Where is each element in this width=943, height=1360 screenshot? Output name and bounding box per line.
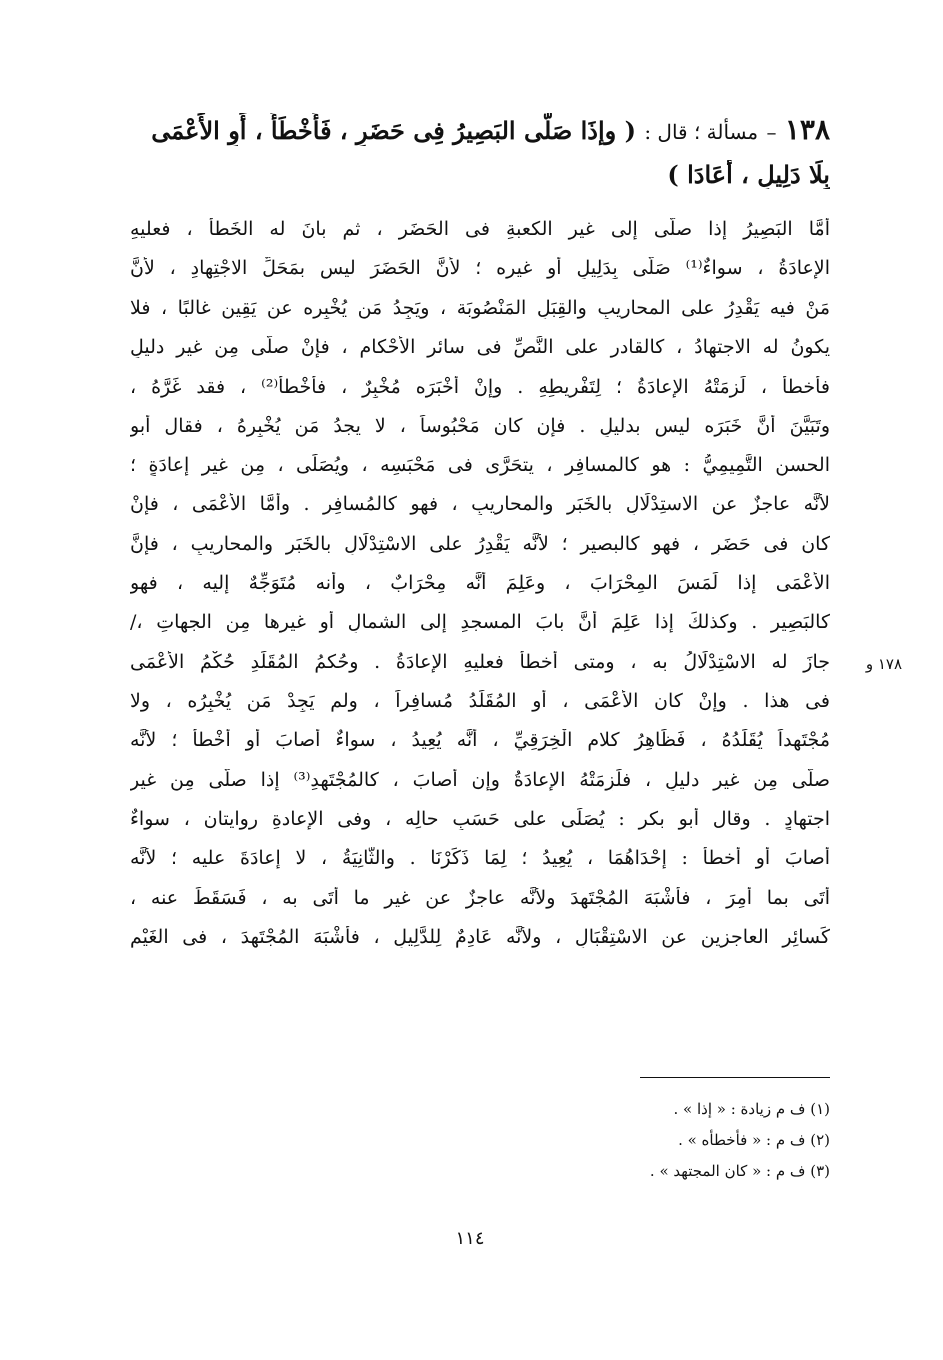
issue-dash: – (766, 120, 777, 144)
issue-quote-line-2: بِلَا دَلِيلٍ ، أَعَادَا ) (667, 160, 830, 189)
body-line: صلَّى مِن غيرِ دليلٍ ، فلَزِمَتْهُ الإعادَةُ وإن أصابَ ، كالمُجْتَهِدِ⁽³⁾ إذا صلَّى مِن غيرِ (130, 769, 830, 791)
issue-heading-line-1 (130, 113, 830, 146)
body-line: أَتَى بما أُمِرَ ، فأشْبَهَ المُجْتَهِدَ ولأنَّه عاجزٌ عن غيرِ ما أتَى به ، فَسَقَطَ عنه ، (130, 887, 830, 909)
body-line: كالبَصِيرِ . وكذلكَ إذا عَلِمَ أنَّ بابَ المسجدِ إلى الشمالِ أو غيرِها مِن الجهاتِ ،/ (130, 611, 830, 633)
body-line: أَمَّا البَصِيرُ إذا صلَّى إلى غيرِ الكعبةِ فى الحَضَرِ ، ثم بانَ له الخَطأُ ، فعليهِ (130, 218, 830, 240)
body-line: اجتهادٍ . وقال أبو بكر : يُصَلِّى على حَسَبِ حالِه ، وفى الإعادةِ روايتان ، سواءٌ (130, 808, 830, 830)
body-line: الأَعْمَى إذا لَمَسَ المِحْرَابَ ، وعَلِمَ أنَّه مِحْرَابٌ ، وأنه مُتَوَجِّهٌ إليه ، فهو (130, 572, 830, 594)
body-line: فأخطأَ ، لَزِمَتْهُ الإعادَةُ ؛ لِتَفْرِيطِهِ . وإنْ أَخْبَرَه مُخْبِرٌ ، فأَخْطأَ⁽²⁾ ، فقد غَرَّهُ ، (130, 376, 830, 398)
body-line: كَسائِرِ العاجزِين عن الاسْتِقْبَالِ ، ولأنَّه عَادِمٌ لِلدَّلِيلِ ، فأَشْبَهَ المُجْتَهِدَ ، فى الغَيْمِ (130, 926, 830, 948)
body-line: جازَ له الاسْتِدْلَالُ به ، ومتى أخطأَ فعليهِ الإعادَةُ . وحُكمُ المُقَلِّدِ حُكْمُ الأَعْمَى (130, 651, 830, 673)
issue-heading-line-2 (130, 160, 830, 189)
body-line: فى هذا . وإنْ كان الأَعْمَى ، أو المُقَلِّدُ مُسافِراً ، ولم يَجِدْ مَن يُخْبِرُه ، ولا (130, 690, 830, 712)
footnote: (٢) ف م : « فأخطأه » . (678, 1131, 830, 1149)
issue-quote-line-1: ( وإذَا صَلَّى البَصِيرُ فِى حَضَرٍ ، فَأَخْطَأَ ، أَوِ الأَعْمَى (151, 116, 636, 145)
page-number: ١١٤ (455, 1228, 485, 1249)
issue-label: مسألة ؛ قال : (644, 120, 759, 144)
body-line: أصابَ أو أخطأَ : إحْدَاهُمَا ، يُعِيدُ ؛ لِمَا ذَكَرْنَا . والثَّانِيَةُ ، لا إعادَةَ عليه ؛ لأنَّه (130, 847, 830, 869)
footnote: (١) ف م زيادة : « إذا » . (673, 1100, 830, 1118)
body-line: مَنْ فيه يَقْدِرُ على المحاريبِ والقِبَلِ المَنْصُوبَة ، ويَجِدُ مَن يُخْبِره عن يَقِينٍ غالبًا ، فلا (130, 297, 830, 319)
footnote: (٣) ف م : « كان المجتهد » . (649, 1162, 830, 1180)
body-line: كان فى حَضَرٍ ، فهو كالبصيرِ ؛ لأنَّه يَقْدِرُ على الاسْتِدْلَالِ بالخَبَرِ والمحاريبِ ، فإنَّ (130, 533, 830, 555)
footnote-divider (640, 1077, 830, 1078)
issue-number: ١٣٨ (784, 113, 830, 146)
body-line: الحسنِ التَّمِيمِيُّ : هو كالمسافِرِ ، يتحَرَّى فى مَحْبَسِه ، ويُصَلِّى ، مِن غيرِ إعادَةٍ ؛ (130, 454, 830, 476)
body-line: وتَبَيَّنَ أَنَّ خَبَرَه ليس بدليلٍ . فإن كان مَحْبُوساً ، لا يجدُ مَن يُخْبِرهُ ، فقال أبو (130, 415, 830, 437)
body-line: يكونُ له الاجتهادُ ، كالقادرِ على النَّصِّ فى سائرِ الأَحْكامِ ، فإنْ صلَّى مِن غيرِ دليلٍ (130, 336, 830, 358)
margin-folio-note: ١٧٨ و (865, 655, 902, 673)
body-line: مُجْتَهِداً يُقَلِّدُهُ ، فَظَاهِرُ كلامِ الْخِرَقِيِّ ، أنَّه يُعِيدُ ، سواءٌ أصابَ أو أخْطأَ ؛ لأنَّه (130, 729, 830, 751)
body-line: الإعادَةُ ، سواءٌ⁽¹⁾ صَلَّى بِدَلِيلٍ أو غيرِه ؛ لأنَّ الحَضَرَ ليس بمَحَلِّ الاجْتِهادِ ، لأَنَّ (130, 257, 830, 279)
body-line: لأنَّه عاجزٌ عن الاستِدْلَالِ بالخَبَرِ والمحاريبِ ، فهو كالمُسافِرِ . وأَمَّا الأعْمَى ، فإنْ (130, 493, 830, 515)
